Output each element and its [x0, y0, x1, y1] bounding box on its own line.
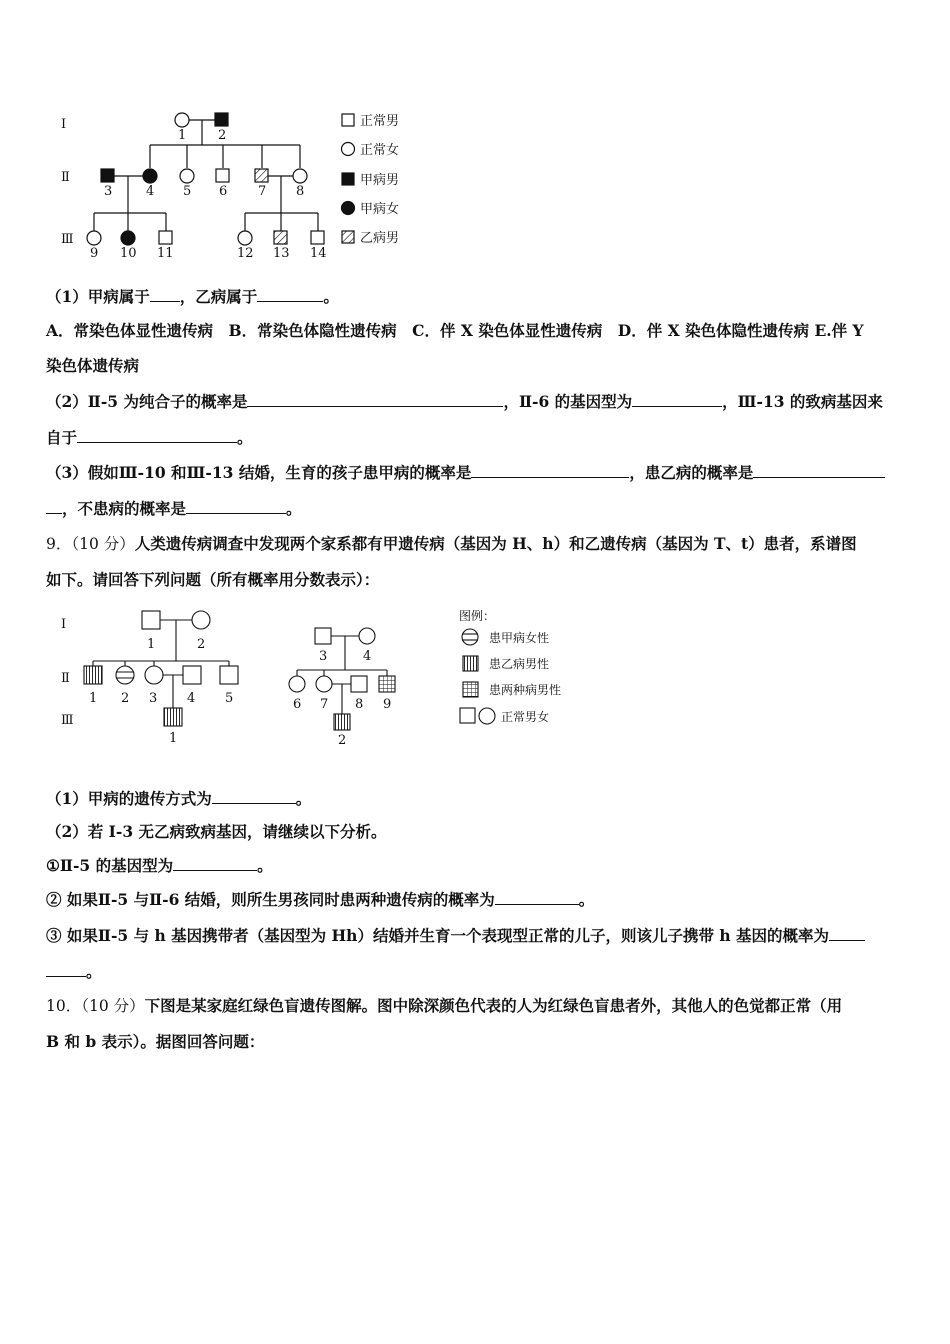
- q10-stem-line2: B 和 b 表示）。据图回答问题：: [46, 1032, 265, 1051]
- p1-III14: [311, 231, 324, 244]
- p1-III11: [159, 231, 172, 244]
- legend-disease-a-female-icon: [462, 629, 478, 645]
- legend-both-diseases-male-icon: [463, 682, 478, 697]
- legend-label: 患两种病男性: [489, 683, 562, 697]
- question-number: 10．（10 分）: [46, 997, 145, 1015]
- p1-III12: [238, 231, 252, 245]
- gen-label: Ⅱ: [61, 671, 70, 686]
- legend-label: 正常男: [360, 114, 400, 129]
- id-label: 9: [90, 246, 99, 261]
- f1-II5: [220, 666, 238, 684]
- q9-stem-line1: 9．（10 分）人类遗传病调查中发现两个家系都有甲遗传病（基因为 H、h）和乙遗传病（基因为 T、t）患者，系谱图: [46, 534, 857, 553]
- id-label: 2: [338, 733, 347, 748]
- id-label: 7: [320, 697, 329, 712]
- q9-part1: （1）甲病的遗传方式为 。: [46, 789, 312, 808]
- id-label: 12: [237, 246, 254, 261]
- q9-sub1: ①Ⅱ-5 的基因型为 。: [46, 856, 273, 875]
- gen-label: Ⅰ: [61, 117, 67, 132]
- f1-II3: [145, 666, 163, 684]
- id-label: 9: [383, 697, 392, 712]
- legend-label: 甲病女: [360, 202, 400, 217]
- p1-II5: [180, 169, 194, 183]
- p1-I1: [175, 113, 189, 127]
- q8-part3: （3）假如Ⅲ-10 和Ⅲ-13 结婚，生育的孩子患甲病的概率是 ，患乙病的概率是: [46, 463, 885, 483]
- id-label: 14: [310, 246, 327, 261]
- id-label: 3: [319, 649, 328, 664]
- pedigree-figure-1: [55, 105, 425, 265]
- answer-blank[interactable]: [150, 287, 180, 302]
- p1-III10: [121, 231, 135, 245]
- legend-disease-b-male-icon: [342, 231, 354, 243]
- f2-I4: [359, 628, 375, 644]
- p1-II8: [293, 169, 307, 183]
- question-number: 9．（10 分）: [46, 535, 135, 553]
- answer-blank[interactable]: [829, 926, 865, 941]
- id-label: 10: [120, 246, 137, 261]
- answer-blank[interactable]: [495, 890, 579, 905]
- q9-part2: （2）若 I-3 无乙病致病基因，请继续以下分析。: [46, 822, 387, 841]
- id-label: 1: [178, 128, 187, 143]
- id-label: 4: [146, 184, 155, 199]
- gen-label: Ⅱ: [61, 170, 70, 185]
- f2-II8: [351, 676, 367, 692]
- id-label: 1: [89, 691, 98, 706]
- p1-II3: [101, 169, 114, 182]
- legend-normal-male-icon: [342, 114, 354, 126]
- q8-part2: （2）Ⅱ-5 为纯合子的概率是 ，Ⅱ-6 的基因型为 ，Ⅲ-13 的致病基因来: [46, 392, 883, 411]
- p1-II4: [143, 169, 157, 183]
- legend-label: 甲病男: [360, 173, 400, 188]
- q8-part2-cont: 自于 。: [46, 428, 253, 447]
- id-label: 4: [363, 649, 372, 664]
- id-label: 6: [293, 697, 302, 712]
- p1-II7: [255, 169, 268, 182]
- answer-blank[interactable]: [471, 463, 629, 478]
- p1-III13: [274, 231, 287, 244]
- id-label: 1: [147, 637, 156, 652]
- f1-II4: [183, 666, 201, 684]
- id-label: 4: [187, 691, 196, 706]
- legend-label: 乙病男: [360, 231, 400, 246]
- f2-II7: [316, 676, 332, 692]
- id-label: 5: [225, 691, 234, 706]
- id-label: 8: [296, 184, 305, 199]
- q10-stem-line1: 10．（10 分）下图是某家庭红绿色盲遗传图解。图中除深颜色代表的人为红绿色盲患者外，其他人的色觉都正常（用: [46, 996, 843, 1015]
- id-label: 8: [355, 697, 364, 712]
- answer-blank[interactable]: [46, 499, 62, 514]
- f2-II9: [379, 676, 395, 692]
- answer-blank[interactable]: [257, 287, 323, 302]
- f2-I3: [315, 628, 331, 644]
- p1-II6: [216, 169, 229, 182]
- pedigree-figure-2: [55, 608, 595, 748]
- q9-sub3-cont: 。: [46, 962, 102, 982]
- legend-disease-a-female-icon: [342, 202, 355, 215]
- gen-label: Ⅲ: [61, 713, 74, 728]
- id-label: 1: [169, 731, 178, 746]
- q9-stem-line2: 如下。请回答下列问题（所有概率用分数表示）：: [46, 570, 380, 589]
- answer-blank[interactable]: [753, 463, 885, 478]
- p1-III9: [87, 231, 101, 245]
- id-label: 7: [258, 184, 267, 199]
- id-label: 3: [104, 184, 113, 199]
- f1-III1: [164, 708, 182, 726]
- id-label: 11: [157, 246, 174, 261]
- id-label: 2: [121, 691, 130, 706]
- legend-disease-b-male-icon: [463, 656, 478, 671]
- answer-blank[interactable]: [632, 392, 722, 407]
- gen-label: Ⅰ: [61, 617, 67, 632]
- legend-title: 图例：: [459, 609, 496, 623]
- id-label: 6: [219, 184, 228, 199]
- f1-I2: [192, 611, 210, 629]
- answer-blank[interactable]: [46, 962, 86, 977]
- q9-sub2: ② 如果Ⅱ-5 与Ⅱ-6 结婚，则所生男孩同时患两种遗传病的概率为 。: [46, 890, 595, 909]
- answer-blank[interactable]: [173, 856, 257, 871]
- answer-blank[interactable]: [212, 789, 296, 804]
- legend-disease-a-male-icon: [342, 173, 354, 185]
- f2-II6: [289, 676, 305, 692]
- id-label: 2: [218, 128, 227, 143]
- f1-II2: [116, 666, 134, 684]
- id-label: 5: [183, 184, 192, 199]
- answer-blank[interactable]: [77, 428, 237, 443]
- legend-label: 患乙病男性: [489, 657, 550, 671]
- q8-options-line1: A．常染色体显性遗传病 B．常染色体隐性遗传病 C．伴 X 染色体显性遗传病 D．伴 X 染色体隐性遗传病 E.伴 Y: [46, 321, 864, 340]
- id-label: 2: [197, 637, 206, 652]
- p1-I2: [215, 113, 228, 126]
- legend-label: 患甲病女性: [489, 631, 550, 645]
- legend-normal-female-icon: [479, 708, 495, 724]
- q9-sub3: ③ 如果Ⅱ-5 与 h 基因携带者（基因型为 Hh）结婚并生育一个表现型正常的儿子，则该儿子携带 h 基因的概率为: [46, 926, 865, 946]
- q8-part3-cont: ，不患病的概率是 。: [46, 499, 302, 519]
- q8-options-line2: 染色体遗传病: [46, 356, 140, 375]
- q8-part1: （1）甲病属于 ，乙病属于 。: [46, 287, 339, 306]
- id-label: 3: [149, 691, 158, 706]
- legend-label: 正常男女: [501, 710, 550, 724]
- legend-label: 正常女: [360, 143, 400, 158]
- gen-label: Ⅲ: [61, 232, 74, 247]
- f1-II1: [84, 666, 102, 684]
- id-label: 13: [273, 246, 290, 261]
- legend-normal-female-icon: [342, 143, 355, 156]
- answer-blank[interactable]: [247, 392, 503, 407]
- f2-III2: [334, 714, 350, 730]
- f1-I1: [142, 611, 160, 629]
- legend-normal-male-icon: [460, 708, 475, 723]
- answer-blank[interactable]: [186, 499, 286, 514]
